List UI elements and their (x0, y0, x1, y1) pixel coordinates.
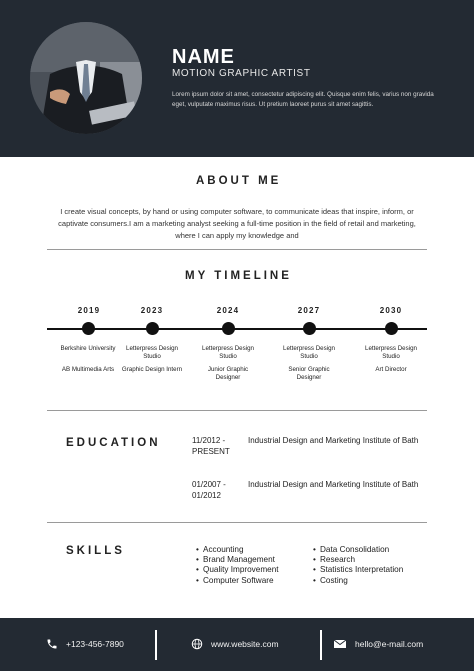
timeline-place: Letterpress Design Studio (365, 345, 417, 361)
timeline-role: Senior Graphic Designer (288, 366, 330, 382)
intro-paragraph: Lorem ipsum dolor sit amet, consectetur adipiscing elit. Quisque enim felis, varius non gravida eget, vulputate maximus risus. Ut pretium laoreet purus sit amet sagittis. (172, 91, 434, 108)
section-divider (47, 249, 427, 250)
skill-item: • Brand Management (196, 555, 308, 565)
section-divider (47, 522, 427, 523)
timeline-year: 2024 (216, 306, 240, 315)
education-dates: 11/2012 - PRESENT (192, 436, 230, 456)
timeline-year: 2027 (297, 306, 321, 315)
globe-icon (191, 638, 203, 650)
timeline-line (47, 328, 427, 330)
timeline-place: Letterpress Design Studio (202, 345, 254, 361)
skill-item: • Research (313, 555, 413, 565)
website-contact[interactable] (191, 638, 279, 650)
about-paragraph: I create visual concepts, by hand or using computer software, to communicate ideas that inspire, inform, or captivate consumers.I am a marketing analyst seeking a full-time position in the field of retail and marketing, where I can apply my knowledge and (58, 207, 416, 240)
footer-separator (320, 630, 322, 660)
timeline-place: Letterpress Design Studio (283, 345, 335, 361)
timeline-dot (385, 322, 398, 335)
phone-contact[interactable] (46, 638, 124, 650)
timeline-place: Letterpress Design Studio (126, 345, 178, 361)
timeline-year: 2023 (140, 306, 164, 315)
skill-item: • Accounting (196, 545, 308, 555)
timeline-year: 2030 (379, 306, 403, 315)
skills-list-left (196, 545, 308, 586)
timeline-place: Berkshire University (60, 345, 116, 352)
header-banner (0, 0, 474, 157)
timeline-year: 2019 (77, 306, 101, 315)
website-url: www.website.com (211, 639, 279, 649)
email-contact[interactable] (333, 638, 423, 650)
timeline-role: Junior Graphic Designer (207, 366, 249, 382)
timeline-heading: MY TIMELINE (185, 270, 292, 282)
education-heading: EDUCATION (66, 437, 161, 449)
education-institution: Industrial Design and Marketing Institute of Bath (248, 436, 419, 445)
about-heading: ABOUT ME (196, 175, 282, 187)
footer-separator (155, 630, 157, 660)
skills-heading: SKILLS (66, 545, 125, 557)
skill-item: • Data Consolidation (313, 545, 413, 555)
phone-number: +123-456-7890 (66, 639, 124, 649)
profile-photo (30, 22, 142, 134)
timeline-role: AB Multimedia Arts (61, 366, 115, 373)
skill-item: • Computer Software (196, 576, 308, 586)
job-title: MOTION GRAPHIC ARTIST (172, 68, 311, 79)
timeline-dot (303, 322, 316, 335)
skills-list-right (313, 545, 413, 586)
profile-photo-image (30, 22, 142, 134)
footer-contact-bar (0, 618, 474, 671)
skill-item: • Statistics Interpretation (313, 565, 413, 575)
person-name: NAME (172, 46, 235, 68)
section-divider (47, 410, 427, 411)
phone-icon (46, 638, 58, 650)
timeline-role: Graphic Design Intern (121, 366, 183, 373)
education-institution: Industrial Design and Marketing Institute of Bath (248, 480, 419, 489)
skill-item: • Costing (313, 576, 413, 586)
timeline-role: Art Director (375, 366, 407, 373)
skill-item: • Quality Improvement (196, 565, 308, 575)
timeline-dot (146, 322, 159, 335)
email-address: hello@e-mail.com (355, 639, 424, 649)
timeline-dot (82, 322, 95, 335)
envelope-icon (333, 638, 347, 650)
timeline-dot (222, 322, 235, 335)
education-dates: 01/2007 - 01/2012 (192, 480, 226, 500)
